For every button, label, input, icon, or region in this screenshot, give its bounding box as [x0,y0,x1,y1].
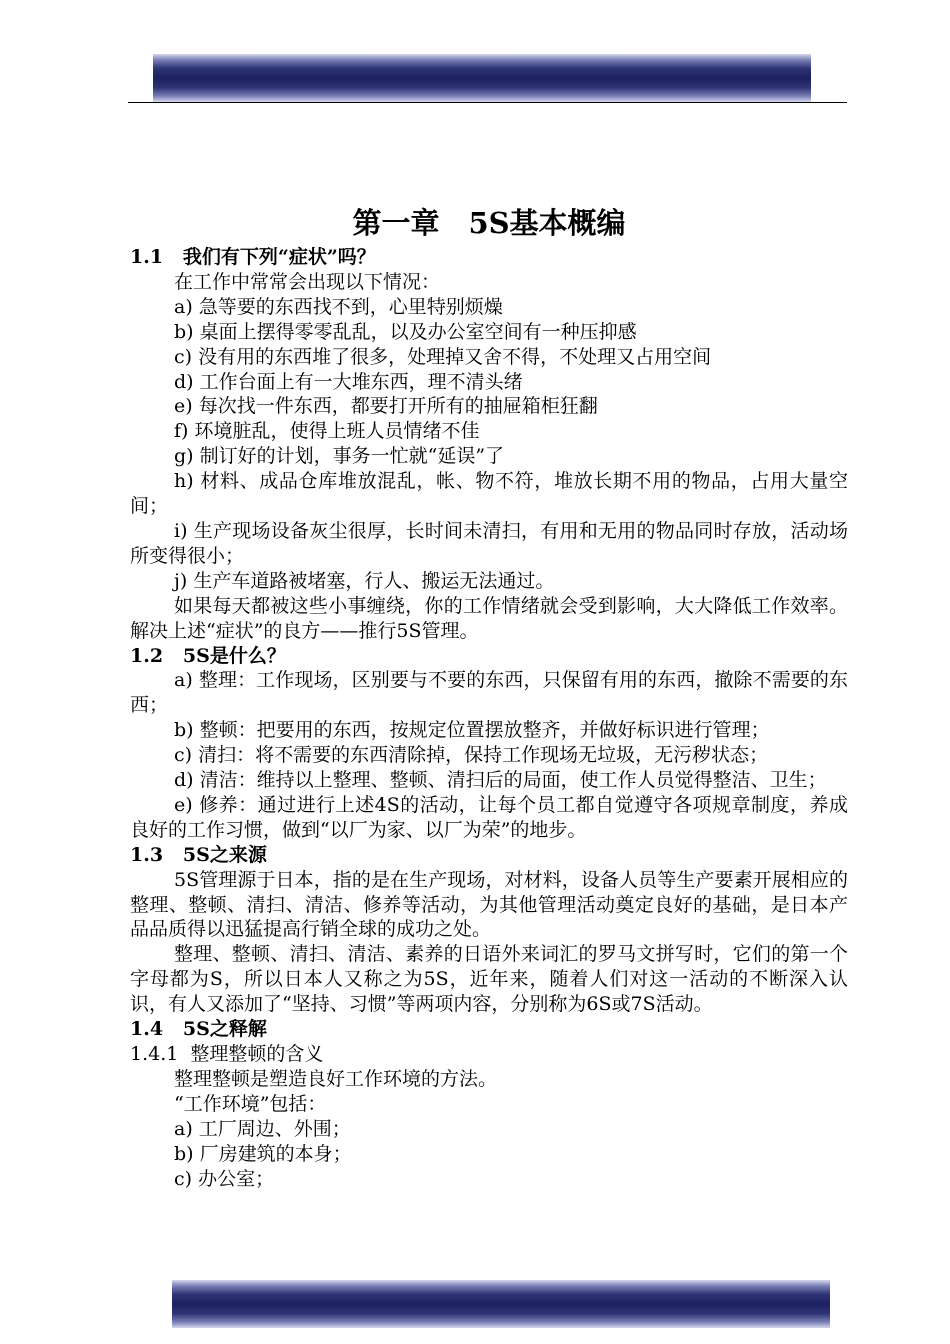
definition-item: d) 清洁：维持以上整理、整顿、清扫后的局面，使工作人员觉得整洁、卫生； [174,769,827,792]
origin-paragraph: 5S管理源于日本，指的是在生产现场，对材料，设备人员等生产要素开展相应的整理、整顿、清扫、清洁、修养等活动，为其他管理活动奠定良好的基础，是日本产品品质得以迅猛提高行销全球的成功之处。 [130,868,848,941]
definition-item: c) 清扫：将不需要的东西清除掉，保持工作现场无垃圾，无污秽状态； [174,744,769,767]
definition-item: b) 整顿：把要用的东西，按规定位置摆放整齐，并做好标识进行管理； [174,719,770,742]
symptom-item: j) 生产车道路被堵塞，行人、搬运无法通过。 [174,569,555,592]
header-band [153,54,811,102]
symptom-item: a) 急等要的东西找不到，心里特别烦燥 [174,295,503,318]
section-1-1-intro: 在工作中常常会出现以下情况： [174,270,441,293]
symptom-item: i) 生产现场设备灰尘很厚，长时间未清扫，有用和无用的物品同时存放，活动场所变得很小； [130,519,848,567]
origin-paragraph: 整理、整顿、清扫、清洁、素养的日语外来词汇的罗马文拼写时，它们的第一个字母都为S，所以日本人又称之为5S，近年来，随着人们对这一活动的不断深入认识，有人又添加了“坚持、习惯”等两项内容，分别称为6S或7S活动。 [130,943,848,1016]
symptom-item: d) 工作台面上有一大堆东西，理不清头绪 [174,370,523,393]
section-1-2-heading: 1.2 5S是什么？ [130,644,286,667]
section-1-3-heading: 1.3 5S之来源 [130,843,267,866]
subsection-1-4-1-heading: 1.4.1 整理整顿的含义 [130,1043,324,1065]
symptom-item: e) 每次找一件东西，都要打开所有的抽屉箱柜狂翻 [174,395,598,418]
section-1-1-heading: 1.1 我们有下列“症状”吗？ [130,246,376,268]
chapter-title: 第一章 5S基本概编 [352,206,626,240]
symptom-item: f) 环境脏乱，使得上班人员情绪不佳 [174,420,480,443]
environment-line: c) 办公室； [174,1167,275,1190]
environment-line: b) 厂房建筑的本身； [174,1142,352,1165]
definition-item: a) 整理：工作现场，区别要与不要的东西，只保留有用的东西，撤除不需要的东西； [130,669,848,717]
symptom-item: g) 制订好的计划，事务一忙就“延误”了 [174,445,505,468]
section-1-4-heading: 1.4 5S之释解 [130,1018,267,1041]
environment-line: 整理整顿是塑造良好工作环境的方法。 [174,1067,498,1090]
environment-line: “工作环境”包括： [174,1092,327,1115]
definition-item: e) 修养：通过进行上述4S的活动，让每个员工都自觉遵守各项规章制度，养成良好的工作习惯，做到“以厂为家、以厂为荣”的地步。 [130,793,848,841]
document-body [130,203,848,1191]
symptom-item: b) 桌面上摆得零零乱乱，以及办公室空间有一种压抑感 [174,320,637,343]
environment-line: a) 工厂周边、外围； [174,1117,351,1140]
header-rule [128,102,847,103]
symptom-item: c) 没有用的东西堆了很多，处理掉又舍不得，不处理又占用空间 [174,345,712,368]
symptom-item: h) 材料、成品仓库堆放混乱，帐、物不符，堆放长期不用的物品，占用大量空间； [130,470,848,518]
section-1-1-conclusion: 如果每天都被这些小事缠绕，你的工作情绪就会受到影响，大大降低工作效率。解决上述“症状”的良方——推行5S管理。 [130,594,848,642]
footer-band [172,1280,830,1328]
